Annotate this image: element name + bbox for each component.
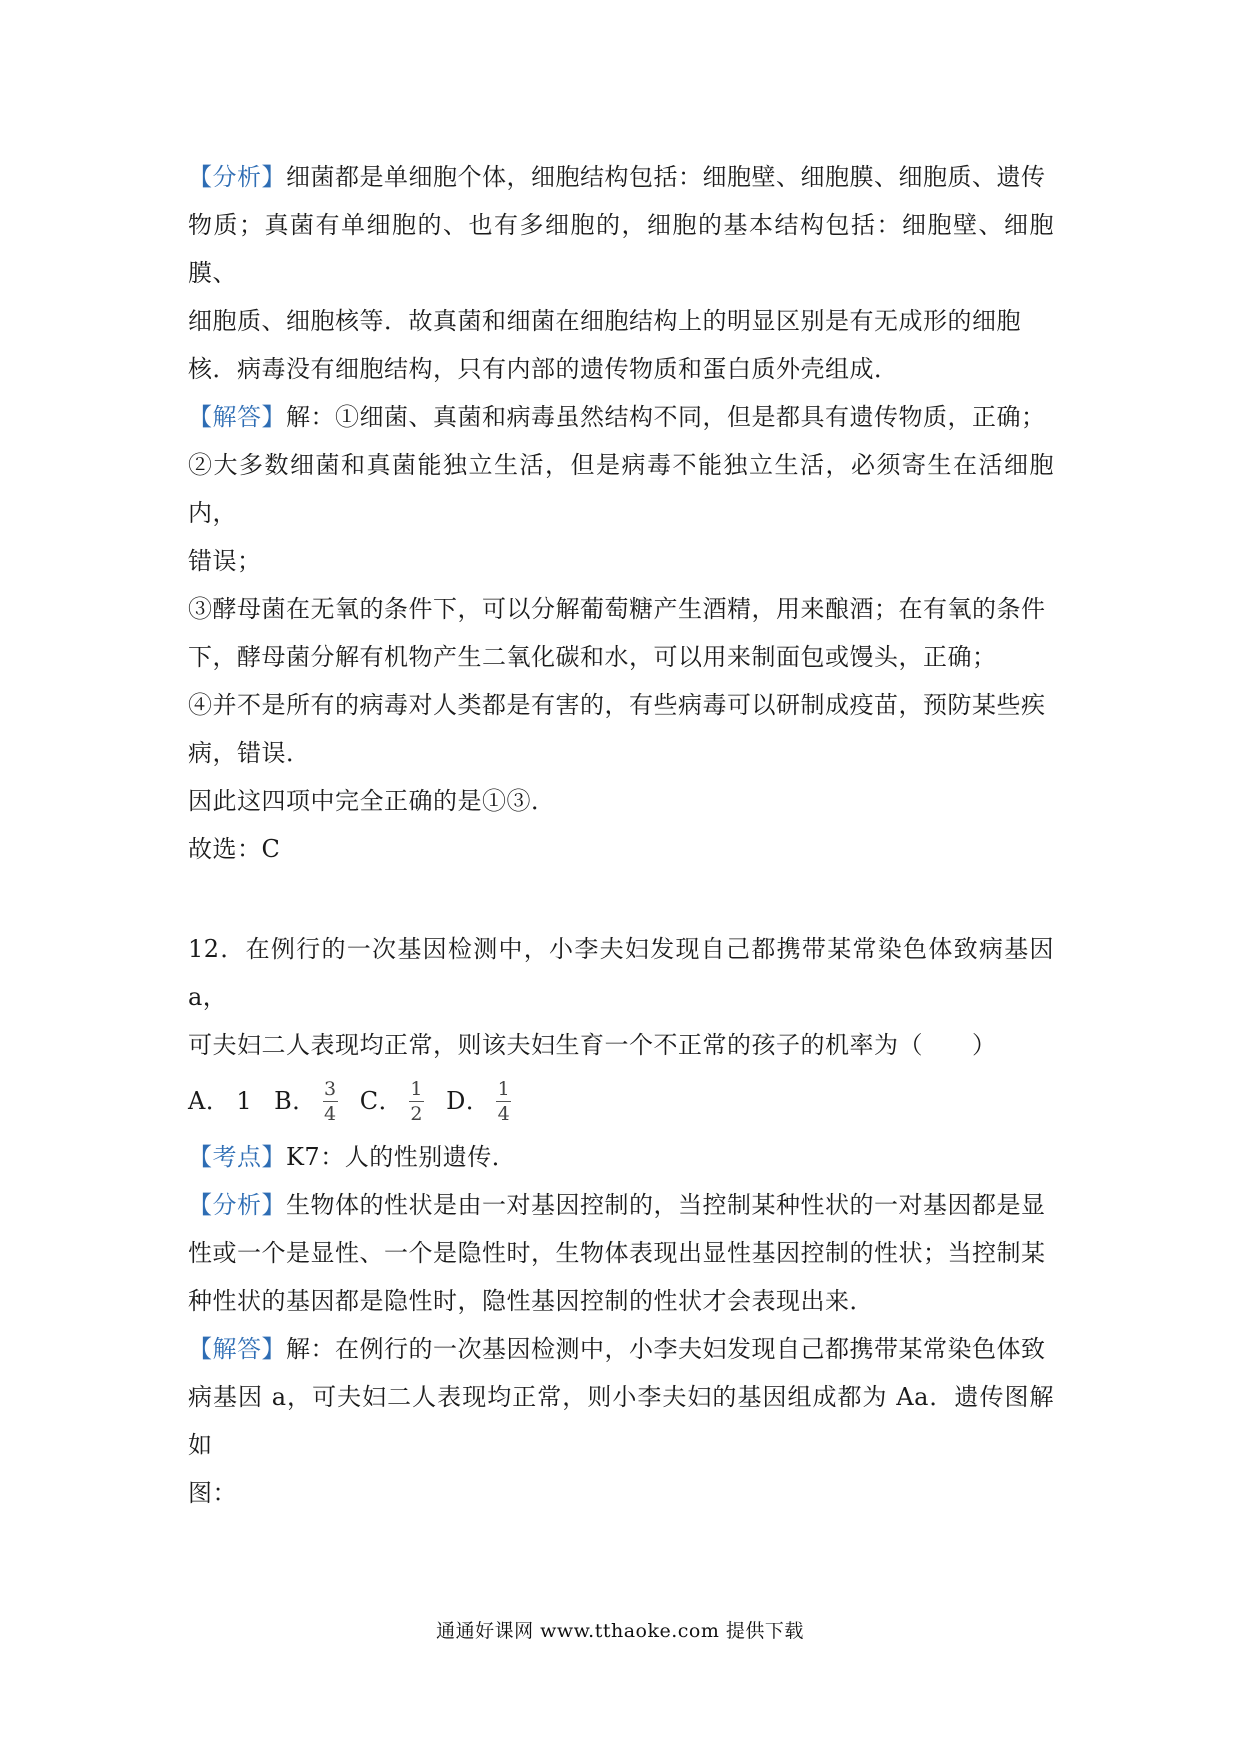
answer-line: ④并不是所有的病毒对人类都是有害的，有些病毒可以研制成疫苗，预防某些疾 [188,691,1046,719]
option-c-fraction [409,1078,424,1125]
answer-line: 病基因 a，可夫妇二人表现均正常，则小李夫妇的基因组成都为 Aa．遗传图解如 [188,1383,1054,1459]
kaodian-text: K7：人的性别遗传． [286,1143,517,1171]
document-body [188,153,1054,1517]
analysis-line: 核．病毒没有细胞结构，只有内部的遗传物质和蛋白质外壳组成． [188,355,899,383]
answer-line: 下，酵母菌分解有机物产生二氧化碳和水，可以用来制面包或馒头，正确； [188,643,997,671]
answer-tag: 【解答】 [188,1335,286,1363]
answer-line: 图： [188,1479,237,1507]
option-d-fraction [496,1078,511,1125]
analysis-line: 物质；真菌有单细胞的、也有多细胞的，细胞的基本结构包括：细胞壁、细胞膜、 [188,211,1054,287]
kaodian-paragraph [188,1133,1054,1181]
option-c [360,1077,424,1125]
question-12-options [188,1069,1054,1133]
answer-paragraph-2 [188,1325,1054,1517]
answer-line: 病，错误． [188,739,311,767]
question-line: 可夫妇二人表现均正常，则该夫妇生育一个不正常的孩子的机率为（ ） [188,1031,997,1059]
analysis-paragraph-2 [188,1181,1054,1325]
analysis-line: 细菌都是单细胞个体，细胞结构包括：细胞壁、细胞膜、细胞质、遗传 [286,163,1046,191]
fraction-numerator: 1 [410,1077,423,1100]
fraction-denominator: 2 [410,1102,423,1125]
answer-line: 因此这四项中完全正确的是①③． [188,787,556,815]
analysis-tag: 【分析】 [188,163,286,191]
fraction-denominator: 4 [323,1102,337,1125]
answer-line: 错误； [188,547,262,575]
fraction-numerator: 3 [323,1077,337,1100]
fraction-bar [409,1101,424,1102]
analysis-line: 种性状的基因都是隐性时，隐性基因控制的性状才会表现出来． [188,1287,874,1315]
option-a [188,1077,252,1125]
fraction-denominator: 4 [497,1102,511,1125]
option-c-label: C． [359,1087,404,1115]
fraction-bar [496,1101,511,1102]
analysis-line: 性或一个是显性、一个是隐性时，生物体表现出显性基因控制的性状；当控制某 [188,1239,1046,1267]
answer-line: 解：①细菌、真菌和病毒虽然结构不同，但是都具有遗传物质，正确； [286,403,1046,431]
page-footer: 通通好课网 www.tthaoke.com 提供下载 [436,1620,804,1642]
fraction-bar [323,1101,338,1102]
analysis-paragraph-1 [188,153,1054,393]
analysis-line: 细胞质、细胞核等．故真菌和细菌在细胞结构上的明显区别是有无成形的细胞 [188,307,1021,335]
option-a-label: A． [188,1087,231,1115]
answer-line: 故选：C [188,835,281,863]
option-a-value: 1 [236,1087,253,1115]
fraction-numerator: 1 [497,1077,511,1100]
option-d [446,1077,511,1125]
section-gap [188,873,1054,925]
question-line: 12．在例行的一次基因检测中，小李夫妇发现自己都携带某常染色体致病基因 a， [188,935,1054,1011]
answer-line: ②大多数细菌和真菌能独立生活，但是病毒不能独立生活，必须寄生在活细胞内， [188,451,1054,527]
question-12-stem [188,925,1054,1069]
kaodian-tag: 【考点】 [188,1143,286,1171]
option-b-label: B． [274,1087,317,1115]
option-d-label: D． [446,1087,491,1115]
answer-line: ③酵母菌在无氧的条件下，可以分解葡萄糖产生酒精，用来酿酒；在有氧的条件 [188,595,1046,623]
answer-line: 解：在例行的一次基因检测中，小李夫妇发现自己都携带某常染色体致 [286,1335,1046,1363]
option-b-fraction [323,1078,338,1125]
answer-paragraph-1 [188,393,1054,873]
analysis-tag: 【分析】 [188,1191,286,1219]
option-b [274,1077,338,1125]
answer-tag: 【解答】 [188,403,286,431]
analysis-line: 生物体的性状是由一对基因控制的，当控制某种性状的一对基因都是显 [286,1191,1046,1219]
